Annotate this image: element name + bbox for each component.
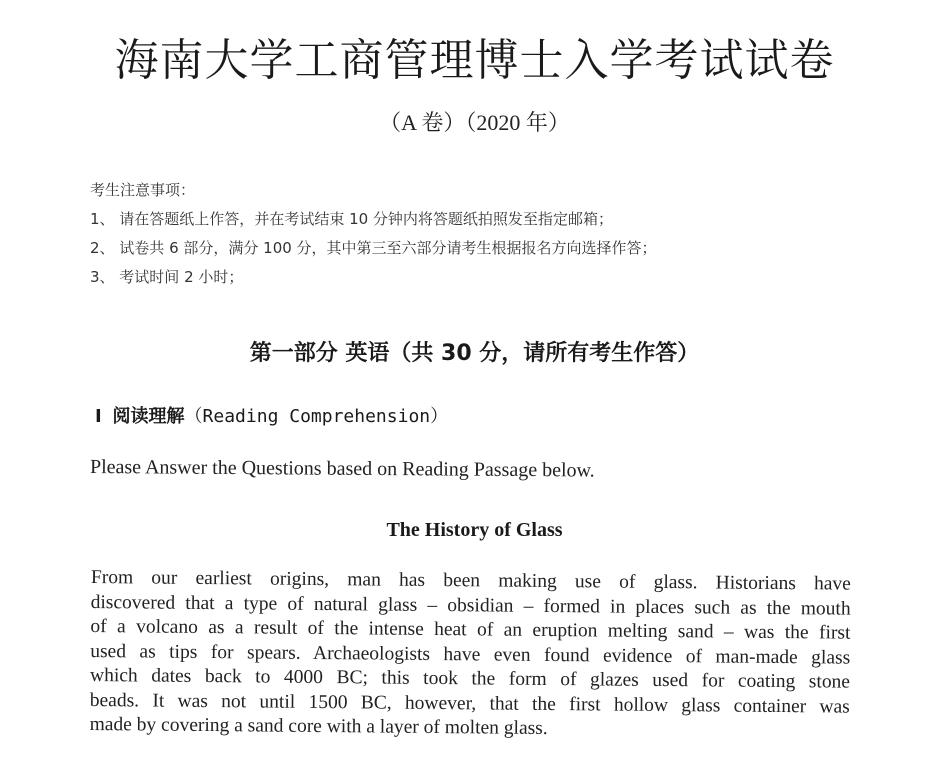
subsection-label-en: （Reading Comprehension） (184, 406, 449, 427)
passage-line: of a volcano as a result of the intense heat of an eruption melting sand – was the first (90, 615, 851, 644)
exam-title: 海南大学工商管理博士入学考试试卷 (114, 35, 835, 86)
instruction-text: Please Answer the Questions based on Reading Passage below. (89, 456, 595, 482)
passage-title: The History of Glass (386, 519, 563, 541)
note-item: 2、 试卷共 6 部分，满分 100 分，其中第三至六部分请考生根据报名方向选择作答； (90, 239, 657, 257)
passage-line: which dates back to 4000 BC; this took the form of glazes used for coating stone (89, 664, 851, 693)
exam-subtitle: （A 卷）（2020 年） (379, 110, 570, 135)
section-heading: 第一部分 英语（共 30 分，请所有考生作答） (249, 341, 700, 366)
candidate-notes (90, 176, 870, 292)
passage-line: made by covering a sand core with a layer of molten glass. (89, 713, 548, 739)
passage-line: discovered that a type of natural glass – obsidian – formed in places such as the mouth (90, 591, 851, 620)
note-item: 3、 考试时间 2 小时； (90, 268, 244, 286)
notes-heading: 考生注意事项： (90, 181, 196, 199)
passage-line: used as tips for spears. Archaeologists have even found evidence of man-made glass (90, 640, 851, 669)
subsection-label-cn: 阅读理解 (112, 406, 185, 427)
note-item: 1、 请在答题纸上作答，并在考试结束 10 分钟内将答题纸拍照发至指定邮箱； (90, 210, 613, 228)
subsection-numeral: I (95, 406, 102, 427)
passage-line: From our earliest origins, man has been making use of glass. Historians have (90, 566, 851, 595)
reading-passage (90, 566, 851, 744)
subsection-heading (95, 402, 448, 428)
passage-line: beads. It was not until 1500 BC, however, that the first hollow glass container was (89, 689, 850, 718)
